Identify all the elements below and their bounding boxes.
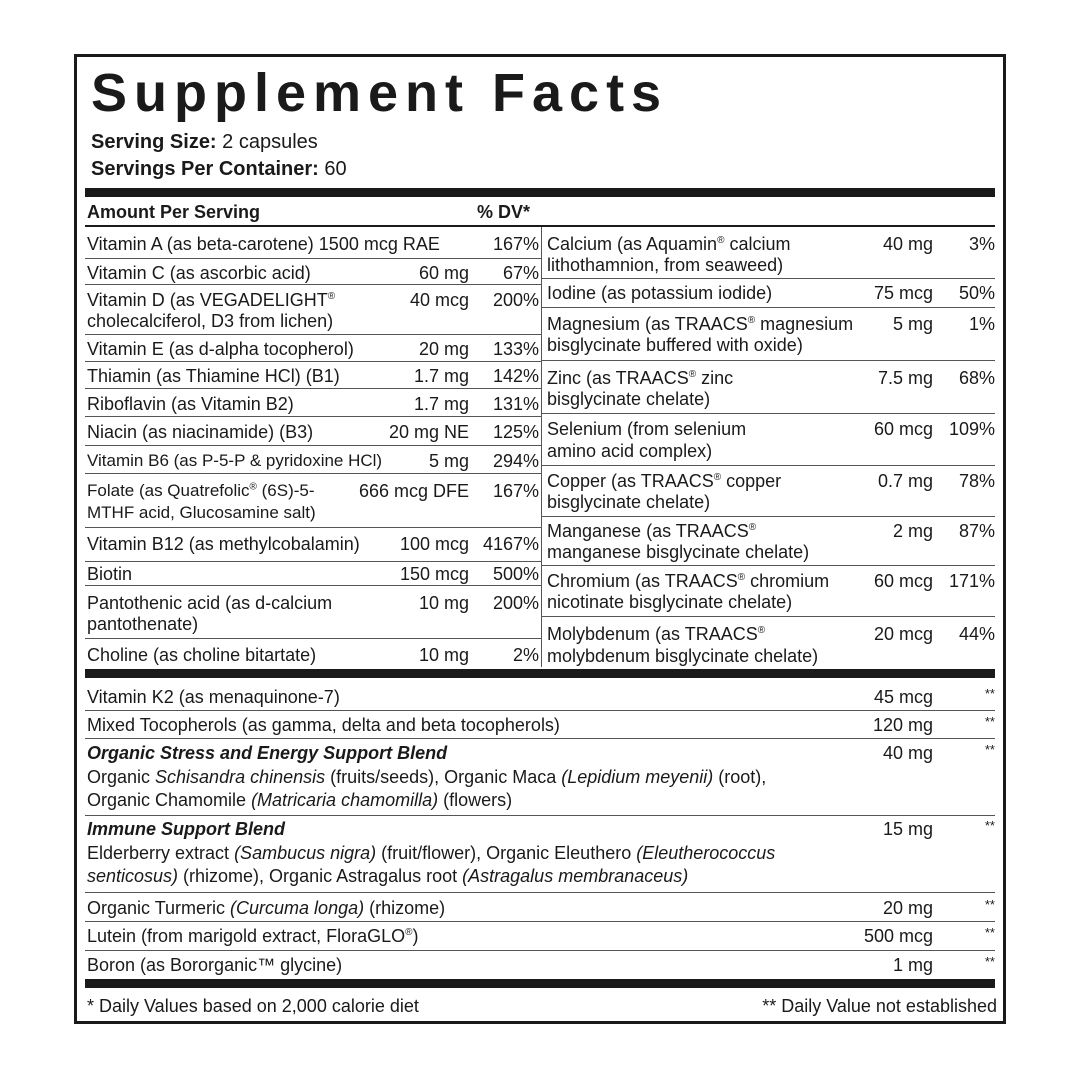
blend-ingredients-line2: Organic Chamomile (Matricaria chamomilla) (flowers)	[87, 790, 513, 810]
nutrient-name: Vitamin E (as d-alpha tocopherol)	[87, 339, 354, 359]
nutrient-amount: 666 mcg DFE	[358, 481, 469, 501]
nutrient-amount: 1.7 mg	[413, 394, 469, 414]
row-divider	[85, 284, 541, 285]
nutrient-amount: 40 mcg	[409, 290, 469, 310]
ingredient-amount: 20 mg	[882, 898, 933, 918]
row-divider	[85, 585, 541, 586]
row-divider	[85, 921, 995, 922]
row-divider	[85, 561, 541, 562]
nutrient-dv: 3%	[968, 234, 995, 254]
nutrient-name: Niacin (as niacinamide) (B3)	[87, 422, 314, 442]
ingredient-amount: 1 mg	[892, 955, 933, 975]
nutrient-dv: 131%	[492, 394, 539, 414]
nutrient-name-line2: amino acid complex)	[547, 441, 713, 461]
nutrient-dv: 87%	[958, 521, 995, 541]
nutrient-dv: 500%	[492, 564, 539, 584]
nutrient-amount: 20 mg	[418, 339, 469, 359]
supplement-facts-panel	[74, 54, 1006, 1024]
row-divider	[542, 516, 995, 517]
blend-ingredients-line2: senticosus) (rhizome), Organic Astragalus root (Astragalus membranaceus)	[87, 866, 689, 886]
ingredient-dv: **	[984, 925, 995, 940]
nutrient-dv: 200%	[492, 290, 539, 310]
nutrient-name: Biotin	[87, 564, 133, 584]
nutrient-dv: 1%	[968, 314, 995, 334]
nutrient-name: Vitamin C (as ascorbic acid)	[87, 263, 311, 283]
nutrient-name-line2: MTHF acid, Glucosamine salt)	[87, 503, 316, 522]
nutrient-name: Riboflavin (as Vitamin B2)	[87, 394, 294, 414]
nutrient-name-line2: bisglycinate chelate)	[547, 492, 711, 512]
nutrient-name: Choline (as choline bitartate)	[87, 645, 317, 665]
nutrient-name: Vitamin B12 (as methylcobalamin)	[87, 534, 360, 554]
blend-ingredients-line1: Organic Schisandra chinensis (fruits/seeds), Organic Maca (Lepidium meyenii) (root),	[87, 767, 767, 787]
nutrient-amount: 5 mg	[428, 451, 469, 471]
nutrient-name-line2: cholecalciferol, D3 from lichen)	[87, 311, 334, 331]
nutrient-dv: 50%	[958, 283, 995, 303]
blend-ingredients-line1: Elderberry extract (Sambucus nigra) (fruit/flower), Organic Eleuthero (Eleutherococcus	[87, 843, 776, 863]
nutrient-name: Chromium (as TRAACS® chromium	[547, 571, 830, 591]
nutrient-name-line2: bisglycinate buffered with oxide)	[547, 335, 803, 355]
nutrient-dv: 44%	[958, 624, 995, 644]
nutrient-dv: 125%	[492, 422, 539, 442]
servings-per-container: Servings Per Container: 60	[91, 158, 347, 180]
nutrient-name: Folate (as Quatrefolic® (6S)-5-	[87, 481, 315, 500]
row-divider	[85, 527, 541, 528]
nutrient-name-line2: bisglycinate chelate)	[547, 389, 711, 409]
blend-name: Immune Support Blend	[87, 819, 285, 839]
ingredient-dv: **	[984, 714, 995, 729]
ingredient-amount: 45 mcg	[873, 687, 933, 707]
row-divider	[85, 361, 541, 362]
row-divider	[542, 278, 995, 279]
nutrient-name: Calcium (as Aquamin® calcium	[547, 234, 791, 254]
nutrient-name: Vitamin D (as VEGADELIGHT®	[87, 290, 336, 310]
nutrient-amount: 60 mcg	[873, 419, 933, 439]
nutrient-dv: 67%	[502, 263, 539, 283]
nutrient-amount: 7.5 mg	[877, 368, 933, 388]
nutrient-amount: 40 mg	[882, 234, 933, 254]
nutrient-dv: 2%	[512, 645, 539, 665]
row-divider	[542, 413, 995, 414]
nutrient-amount: 150 mcg	[399, 564, 469, 584]
row-divider	[85, 738, 995, 739]
ingredient-name: Vitamin K2 (as menaquinone-7)	[87, 687, 340, 707]
ingredient-amount: 40 mg	[882, 743, 933, 763]
nutrient-name-line2: manganese bisglycinate chelate)	[547, 542, 810, 562]
row-divider	[542, 360, 995, 361]
row-divider	[542, 307, 995, 308]
nutrient-amount: 10 mg	[418, 593, 469, 613]
nutrient-dv: 171%	[948, 571, 995, 591]
middle-thick-rule	[85, 669, 995, 678]
nutrient-dv: 78%	[958, 471, 995, 491]
ingredient-dv: **	[984, 818, 995, 833]
row-divider	[85, 710, 995, 711]
nutrient-amount: 20 mg NE	[388, 422, 469, 442]
row-divider	[542, 565, 995, 566]
row-divider	[85, 388, 541, 389]
row-divider	[542, 616, 995, 617]
nutrient-amount: 75 mcg	[873, 283, 933, 303]
nutrient-name-line2: lithothamnion, from seaweed)	[547, 255, 784, 275]
row-divider	[85, 334, 541, 335]
nutrient-dv: 200%	[492, 593, 539, 613]
row-divider	[85, 638, 541, 639]
column-divider	[541, 227, 542, 667]
ingredient-dv: **	[984, 742, 995, 757]
nutrient-name: Manganese (as TRAACS®	[547, 521, 757, 541]
amount-per-serving-header: Amount Per Serving	[87, 202, 261, 222]
nutrient-amount: 5 mg	[892, 314, 933, 334]
nutrient-amount: 10 mg	[418, 645, 469, 665]
nutrient-name-line2: molybdenum bisglycinate chelate)	[547, 646, 819, 666]
ingredient-name: Organic Turmeric (Curcuma longa) (rhizome)	[87, 898, 446, 918]
row-divider	[542, 465, 995, 466]
ingredient-dv: **	[984, 954, 995, 969]
row-divider	[85, 950, 995, 951]
nutrient-dv: 133%	[492, 339, 539, 359]
nutrient-dv: 4167%	[482, 534, 539, 554]
ingredient-name: Boron (as Bororganic™ glycine)	[87, 955, 343, 975]
blend-name: Organic Stress and Energy Support Blend	[87, 743, 448, 763]
header-rule	[85, 225, 995, 227]
row-divider	[85, 258, 541, 259]
nutrient-name: Vitamin B6 (as P-5-P & pyridoxine HCl)	[87, 451, 383, 470]
row-divider	[85, 416, 541, 417]
bottom-thick-rule	[85, 979, 995, 988]
nutrient-name: Magnesium (as TRAACS® magnesium	[547, 314, 854, 334]
ingredient-name: Mixed Tocopherols (as gamma, delta and beta tocopherols)	[87, 715, 560, 735]
nutrient-amount: 60 mcg	[873, 571, 933, 591]
dv-header: % DV*	[477, 202, 531, 222]
nutrient-name: Thiamin (as Thiamine HCl) (B1)	[87, 366, 340, 386]
nutrient-dv: 142%	[492, 366, 539, 386]
nutrient-dv: 167%	[492, 481, 539, 501]
nutrient-name: Vitamin A (as beta-carotene) 1500 mcg RAE	[87, 234, 440, 254]
ingredient-dv: **	[984, 897, 995, 912]
top-thick-rule	[85, 188, 995, 197]
nutrient-amount: 20 mcg	[873, 624, 933, 644]
nutrient-dv: 68%	[958, 368, 995, 388]
nutrient-amount: 60 mg	[418, 263, 469, 283]
nutrient-name-line2: pantothenate)	[87, 614, 199, 634]
nutrient-amount: 0.7 mg	[877, 471, 933, 491]
nutrient-dv: 167%	[492, 234, 539, 254]
nutrient-amount: 1.7 mg	[413, 366, 469, 386]
nutrient-name: Selenium (from selenium	[547, 419, 747, 439]
footnote-daily-values: * Daily Values based on 2,000 calorie diet	[87, 996, 419, 1016]
row-divider	[85, 815, 995, 816]
row-divider	[85, 445, 541, 446]
nutrient-name: Pantothenic acid (as d-calcium	[87, 593, 333, 613]
ingredient-amount: 120 mg	[872, 715, 933, 735]
ingredient-amount: 15 mg	[882, 819, 933, 839]
nutrient-name: Copper (as TRAACS® copper	[547, 471, 782, 491]
nutrient-dv: 294%	[492, 451, 539, 471]
nutrient-name-line2: nicotinate bisglycinate chelate)	[547, 592, 793, 612]
row-divider	[85, 892, 995, 893]
serving-size: Serving Size: 2 capsules	[91, 131, 318, 153]
nutrient-dv: 109%	[948, 419, 995, 439]
panel-title: Supplement Facts	[91, 63, 669, 123]
nutrient-name: Iodine (as potassium iodide)	[547, 283, 773, 303]
ingredient-dv: **	[984, 686, 995, 701]
nutrient-name: Zinc (as TRAACS® zinc	[547, 368, 734, 388]
nutrient-amount: 2 mg	[892, 521, 933, 541]
row-divider	[85, 473, 541, 474]
nutrient-name: Molybdenum (as TRAACS®	[547, 624, 766, 644]
footnote-not-established: ** Daily Value not established	[762, 996, 997, 1016]
nutrient-amount: 100 mcg	[399, 534, 469, 554]
ingredient-amount: 500 mcg	[863, 926, 933, 946]
ingredient-name: Lutein (from marigold extract, FloraGLO®)	[87, 926, 419, 946]
